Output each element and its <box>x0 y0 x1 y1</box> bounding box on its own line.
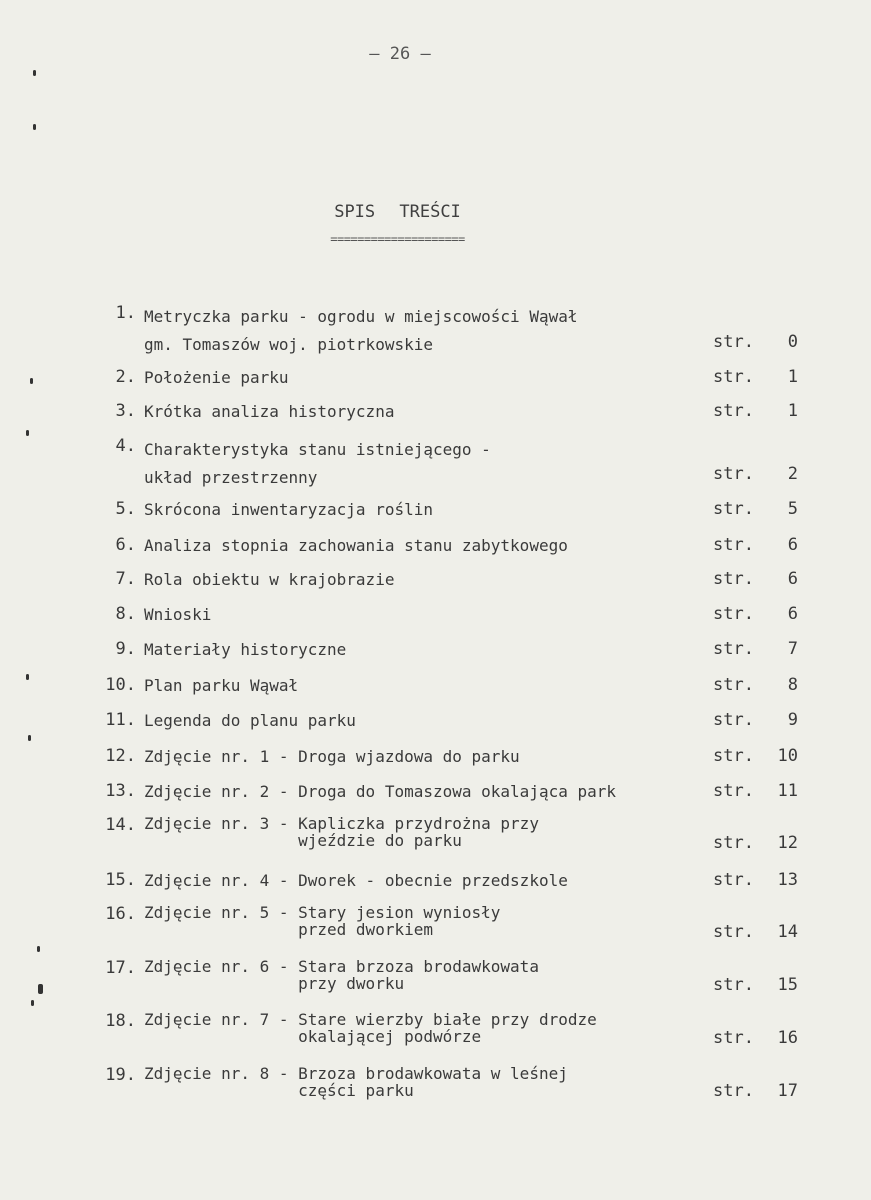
toc-entry-title <box>144 904 704 938</box>
toc-entry-line: Zdjęcie nr. 5 - Stary jesion wyniosły <box>144 903 501 922</box>
page-number-ref: 13 <box>777 870 798 890</box>
toc-entry-number: 12. <box>105 746 136 766</box>
toc-entry-number: 6. <box>115 535 136 555</box>
toc-entry-title <box>144 401 704 423</box>
page-label: str. <box>713 870 754 890</box>
toc-entry-title <box>144 675 704 697</box>
page-label: str. <box>713 781 754 801</box>
toc-entry-title <box>144 958 704 992</box>
toc-entry-line: Krótka analiza historyczna <box>144 402 395 421</box>
toc-entry-page-ref <box>713 569 798 589</box>
margin-mark <box>26 674 29 680</box>
toc-entry-page-ref <box>713 367 798 387</box>
toc-entry-page-ref <box>713 781 798 801</box>
toc-entry-page-ref <box>713 675 798 695</box>
page-label: str. <box>713 922 754 942</box>
page-label: str. <box>713 746 754 766</box>
toc-entry-line: wjeździe do parku <box>144 831 462 850</box>
page-number-ref: 1 <box>787 367 798 387</box>
toc-entry-line: Położenie parku <box>144 368 289 387</box>
toc-entry-line: Zdjęcie nr. 2 - Droga do Tomaszowa okalająca park <box>144 782 617 801</box>
toc-entry-page-ref <box>713 975 798 995</box>
toc-entry-number: 3. <box>115 401 136 421</box>
page-number-ref: 12 <box>777 833 798 853</box>
page-label: str. <box>713 604 754 624</box>
toc-entry-title <box>144 1011 704 1045</box>
page-label: str. <box>713 833 754 853</box>
toc-entry-number: 17. <box>105 958 136 978</box>
toc-entry-title <box>144 781 704 803</box>
page-number-ref: 2 <box>787 464 798 484</box>
toc-entry-title <box>144 815 704 849</box>
toc-entry-line: Metryczka parku - ogrodu w miejscowości Wąwał <box>144 307 578 326</box>
margin-mark <box>31 1000 34 1006</box>
toc-entry-title <box>144 569 704 591</box>
toc-entry-number: 10. <box>105 675 136 695</box>
toc-entry-title <box>144 499 704 521</box>
toc-entry-title <box>144 639 704 661</box>
toc-entry-line: przed dworkiem <box>144 920 433 939</box>
toc-entry-page-ref <box>713 604 798 624</box>
toc-entry-number: 14. <box>105 815 136 835</box>
title-underline: ==================== <box>330 232 465 246</box>
page-label: str. <box>713 332 754 352</box>
toc-entry-page-ref <box>713 746 798 766</box>
toc-entry-line: Materiały historyczne <box>144 640 347 659</box>
margin-mark <box>38 984 43 994</box>
toc-entry-line: Zdjęcie nr. 6 - Stara brzoza brodawkowata <box>144 957 539 976</box>
toc-entry-line: Rola obiektu w krajobrazie <box>144 570 395 589</box>
toc-entry-number: 16. <box>105 904 136 924</box>
page-label: str. <box>713 367 754 387</box>
page-number-ref: 11 <box>777 781 798 801</box>
page-number-ref: 6 <box>787 569 798 589</box>
page-label: str. <box>713 464 754 484</box>
toc-entry-title <box>144 1065 704 1099</box>
toc-entry-line: okalającej podwórze <box>144 1027 482 1046</box>
page-number-ref: 6 <box>787 604 798 624</box>
toc-entry-line: Zdjęcie nr. 8 - Brzoza brodawkowata w leśnej <box>144 1064 568 1083</box>
margin-mark <box>28 735 31 741</box>
margin-mark <box>26 430 29 436</box>
toc-entry-number: 19. <box>105 1065 136 1085</box>
toc-entry-page-ref <box>713 464 798 484</box>
page-number-ref: 16 <box>777 1028 798 1048</box>
page-number-ref: 8 <box>787 675 798 695</box>
toc-entry-line: Wnioski <box>144 605 212 624</box>
toc-entry-page-ref <box>713 499 798 519</box>
page-number-ref: 1 <box>787 401 798 421</box>
toc-entry-page-ref <box>713 1028 798 1048</box>
toc-entry-line: Zdjęcie nr. 4 - Dworek - obecnie przedszkole <box>144 871 568 890</box>
toc-entry-number: 9. <box>115 639 136 659</box>
toc-entry-line: przy dworku <box>144 974 405 993</box>
page-number-ref: 14 <box>777 922 798 942</box>
margin-mark <box>30 378 33 384</box>
toc-entry-number: 1. <box>115 303 136 323</box>
toc-entry-line: Plan parku Wąwał <box>144 676 299 695</box>
toc-entry-line: Charakterystyka stanu istniejącego - <box>144 440 491 459</box>
page-number-ref: 10 <box>777 746 798 766</box>
toc-entry-number: 15. <box>105 870 136 890</box>
page-number-ref: 9 <box>787 710 798 730</box>
toc-entry-title <box>144 710 704 732</box>
toc-entry-number: 5. <box>115 499 136 519</box>
toc-entry-page-ref <box>713 710 798 730</box>
toc-entry-line: Legenda do planu parku <box>144 711 356 730</box>
page-number: – 26 – <box>369 44 431 64</box>
toc-entry-number: 11. <box>105 710 136 730</box>
toc-entry-page-ref <box>713 535 798 555</box>
toc-entry-title <box>144 746 704 768</box>
page-number-ref: 15 <box>777 975 798 995</box>
toc-entry-page-ref <box>713 401 798 421</box>
toc-entry-line: Zdjęcie nr. 3 - Kapliczka przydrożna przy <box>144 814 539 833</box>
toc-entry-number: 7. <box>115 569 136 589</box>
toc-entry-number: 18. <box>105 1011 136 1031</box>
toc-entry-title <box>144 303 704 359</box>
toc-entry-line: układ przestrzenny <box>144 468 318 487</box>
page-number-ref: 6 <box>787 535 798 555</box>
page-label: str. <box>713 639 754 659</box>
page-label: str. <box>713 499 754 519</box>
page-number-ref: 5 <box>787 499 798 519</box>
margin-mark <box>37 946 40 952</box>
page-number-ref: 0 <box>787 332 798 352</box>
toc-entry-page-ref <box>713 922 798 942</box>
toc-entry-title <box>144 535 704 557</box>
toc-entry-page-ref <box>713 332 798 352</box>
toc-entry-title <box>144 604 704 626</box>
toc-entry-line: Skrócona inwentaryzacja roślin <box>144 500 433 519</box>
toc-entry-line: Analiza stopnia zachowania stanu zabytkowego <box>144 536 568 555</box>
page-number-ref: 7 <box>787 639 798 659</box>
page-label: str. <box>713 535 754 555</box>
toc-entry-page-ref <box>713 870 798 890</box>
page-label: str. <box>713 569 754 589</box>
toc-entry-line: gm. Tomaszów woj. piotrkowskie <box>144 335 433 354</box>
toc-entry-number: 13. <box>105 781 136 801</box>
toc-entry-title <box>144 367 704 389</box>
toc-entry-number: 8. <box>115 604 136 624</box>
toc-entry-page-ref <box>713 1081 798 1101</box>
toc-entry-title <box>144 870 704 892</box>
page-title: SPIS TREŚCI <box>334 202 461 222</box>
margin-mark <box>33 124 36 130</box>
page-label: str. <box>713 710 754 730</box>
toc-entry-line: części parku <box>144 1081 414 1100</box>
page-label: str. <box>713 675 754 695</box>
toc-entry-number: 4. <box>115 436 136 456</box>
toc-entry-line: Zdjęcie nr. 7 - Stare wierzby białe przy drodze <box>144 1010 597 1029</box>
page-number-ref: 17 <box>777 1081 798 1101</box>
page-label: str. <box>713 401 754 421</box>
toc-entry-title <box>144 436 704 492</box>
toc-entry-number: 2. <box>115 367 136 387</box>
toc-entry-line: Zdjęcie nr. 1 - Droga wjazdowa do parku <box>144 747 520 766</box>
toc-entry-page-ref <box>713 639 798 659</box>
page-label: str. <box>713 1081 754 1101</box>
page-label: str. <box>713 975 754 995</box>
toc-entry-page-ref <box>713 833 798 853</box>
margin-mark <box>33 70 36 76</box>
page-label: str. <box>713 1028 754 1048</box>
